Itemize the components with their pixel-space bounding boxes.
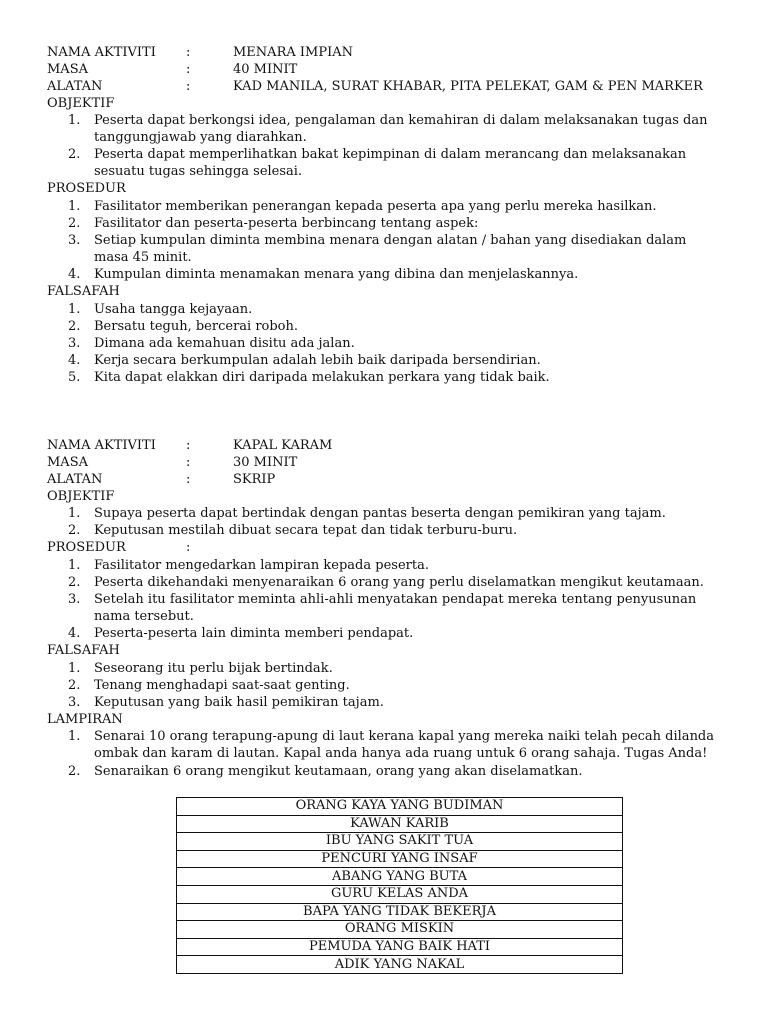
list-item-text: masa 45 minit.	[94, 250, 192, 265]
names-table	[176, 797, 623, 974]
list-item-text: Dimana ada kemahuan disitu ada jalan.	[94, 336, 355, 351]
table-cell: PENCURI YANG INSAF	[177, 850, 623, 868]
colon: :	[186, 79, 191, 94]
list-item-text: nama tersebut.	[94, 609, 194, 624]
list-item-text: Supaya peserta dapat bertindak dengan pantas beserta dengan pemikiran yang tajam.	[94, 506, 666, 521]
table-cell: ADIK YANG NAKAL	[177, 956, 623, 974]
list-number: 1.	[68, 506, 81, 521]
list-item-text: Kita dapat elakkan diri daripada melakukan perkara yang tidak baik.	[94, 370, 550, 385]
value-alatan-1: KAD MANILA, SURAT KHABAR, PITA PELEKAT, GAM & PEN MARKER	[233, 79, 703, 94]
list-item-text: Keputusan yang baik hasil pemikiran tajam.	[94, 695, 384, 710]
table-cell: IBU YANG SAKIT TUA	[177, 833, 623, 851]
list-number: 1.	[68, 113, 81, 128]
list-number: 2.	[68, 764, 81, 779]
table-row	[177, 885, 623, 903]
table-cell: GURU KELAS ANDA	[177, 885, 623, 903]
label-masa-1: MASA	[47, 62, 88, 77]
table-row	[177, 938, 623, 956]
list-item-text: tanggungjawab yang diarahkan.	[94, 130, 307, 145]
list-item-text: Fasilitator memberikan penerangan kepada peserta apa yang perlu mereka hasilkan.	[94, 199, 657, 214]
table-row	[177, 850, 623, 868]
label-masa-2: MASA	[47, 455, 88, 470]
heading-objektif-1: OBJEKTIF	[47, 96, 115, 111]
label-nama-aktiviti-1: NAMA AKTIVITI	[47, 45, 156, 60]
table-cell: BAPA YANG TIDAK BEKERJA	[177, 903, 623, 921]
table-row	[177, 868, 623, 886]
list-item-text: Senaraikan 6 orang mengikut keutamaan, orang yang akan diselamatkan.	[94, 764, 583, 779]
colon: :	[186, 540, 191, 555]
list-number: 2.	[68, 147, 81, 162]
colon: :	[186, 455, 191, 470]
list-item-text: Setelah itu fasilitator meminta ahli-ahli menyatakan pendapat mereka tentang penyusunan	[94, 592, 697, 607]
value-nama-aktiviti-2: KAPAL KARAM	[233, 438, 333, 453]
list-number: 4.	[68, 353, 81, 368]
colon: :	[186, 472, 191, 487]
table-row	[177, 921, 623, 939]
list-item-text: Usaha tangga kejayaan.	[94, 302, 253, 317]
colon: :	[186, 62, 191, 77]
list-number: 1.	[68, 661, 81, 676]
table-row	[177, 833, 623, 851]
list-item-text: Peserta dikehandaki menyenaraikan 6 orang yang perlu diselamatkan mengikut keutamaan.	[94, 575, 704, 590]
list-number: 3.	[68, 695, 81, 710]
heading-prosedur-1: PROSEDUR	[47, 181, 126, 196]
table-cell: ABANG YANG BUTA	[177, 868, 623, 886]
value-alatan-2: SKRIP	[233, 472, 276, 487]
table-cell: ORANG KAYA YANG BUDIMAN	[177, 798, 623, 816]
list-number: 2.	[68, 216, 81, 231]
list-number: 3.	[68, 233, 81, 248]
value-nama-aktiviti-1: MENARA IMPIAN	[233, 45, 353, 60]
colon: :	[186, 438, 191, 453]
label-alatan-2: ALATAN	[47, 472, 103, 487]
list-item-text: Kerja secara berkumpulan adalah lebih baik daripada bersendirian.	[94, 353, 541, 368]
list-number: 4.	[68, 267, 81, 282]
list-item-text: Senarai 10 orang terapung-apung di laut kerana kapal yang mereka naiki telah pecah dilanda	[94, 729, 715, 744]
heading-falsafah-1: FALSAFAH	[47, 284, 120, 299]
value-masa-2: 30 MINIT	[233, 455, 298, 470]
table-cell: KAWAN KARIB	[177, 815, 623, 833]
list-item-text: Bersatu teguh, bercerai roboh.	[94, 319, 299, 334]
list-item-text: Fasilitator dan peserta-peserta berbincang tentang aspek:	[94, 216, 479, 231]
heading-falsafah-2: FALSAFAH	[47, 643, 120, 658]
table-cell: PEMUDA YANG BAIK HATI	[177, 938, 623, 956]
list-item-text: Peserta dapat berkongsi idea, pengalaman dan kemahiran di dalam melaksanakan tugas dan	[94, 113, 708, 128]
table-row	[177, 903, 623, 921]
value-masa-1: 40 MINIT	[233, 62, 298, 77]
table-row	[177, 798, 623, 816]
heading-lampiran: LAMPIRAN	[47, 712, 123, 727]
label-alatan-1: ALATAN	[47, 79, 103, 94]
list-number: 1.	[68, 729, 81, 744]
list-number: 5.	[68, 370, 81, 385]
list-number: 2.	[68, 319, 81, 334]
table-cell: ORANG MISKIN	[177, 921, 623, 939]
list-number: 1.	[68, 199, 81, 214]
list-number: 2.	[68, 523, 81, 538]
label-nama-aktiviti-2: NAMA AKTIVITI	[47, 438, 156, 453]
table-row	[177, 815, 623, 833]
list-number: 2.	[68, 575, 81, 590]
list-number: 4.	[68, 626, 81, 641]
list-item-text: Peserta dapat memperlihatkan bakat kepimpinan di dalam merancang dan melaksanakan	[94, 147, 687, 162]
list-number: 3.	[68, 336, 81, 351]
colon: :	[186, 45, 191, 60]
list-item-text: sesuatu tugas sehingga selesai.	[94, 164, 303, 179]
table-row	[177, 956, 623, 974]
list-number: 1.	[68, 558, 81, 573]
list-number: 3.	[68, 592, 81, 607]
list-item-text: Tenang menghadapi saat-saat genting.	[94, 678, 350, 693]
list-item-text: Setiap kumpulan diminta membina menara dengan alatan / bahan yang disediakan dalam	[94, 233, 687, 248]
list-item-text: ombak dan karam di lautan. Kapal anda hanya ada ruang untuk 6 orang sahaja. Tugas Anda!	[94, 746, 708, 761]
list-item-text: Peserta-peserta lain diminta memberi pendapat.	[94, 626, 414, 641]
list-number: 2.	[68, 678, 81, 693]
heading-objektif-2: OBJEKTIF	[47, 489, 115, 504]
list-number: 1.	[68, 302, 81, 317]
list-item-text: Kumpulan diminta menamakan menara yang dibina dan menjelaskannya.	[94, 267, 579, 282]
list-item-text: Fasilitator mengedarkan lampiran kepada peserta.	[94, 558, 429, 573]
heading-prosedur-2: PROSEDUR	[47, 540, 126, 555]
list-item-text: Keputusan mestilah dibuat secara tepat dan tidak terburu-buru.	[94, 523, 518, 538]
list-item-text: Seseorang itu perlu bijak bertindak.	[94, 661, 333, 676]
